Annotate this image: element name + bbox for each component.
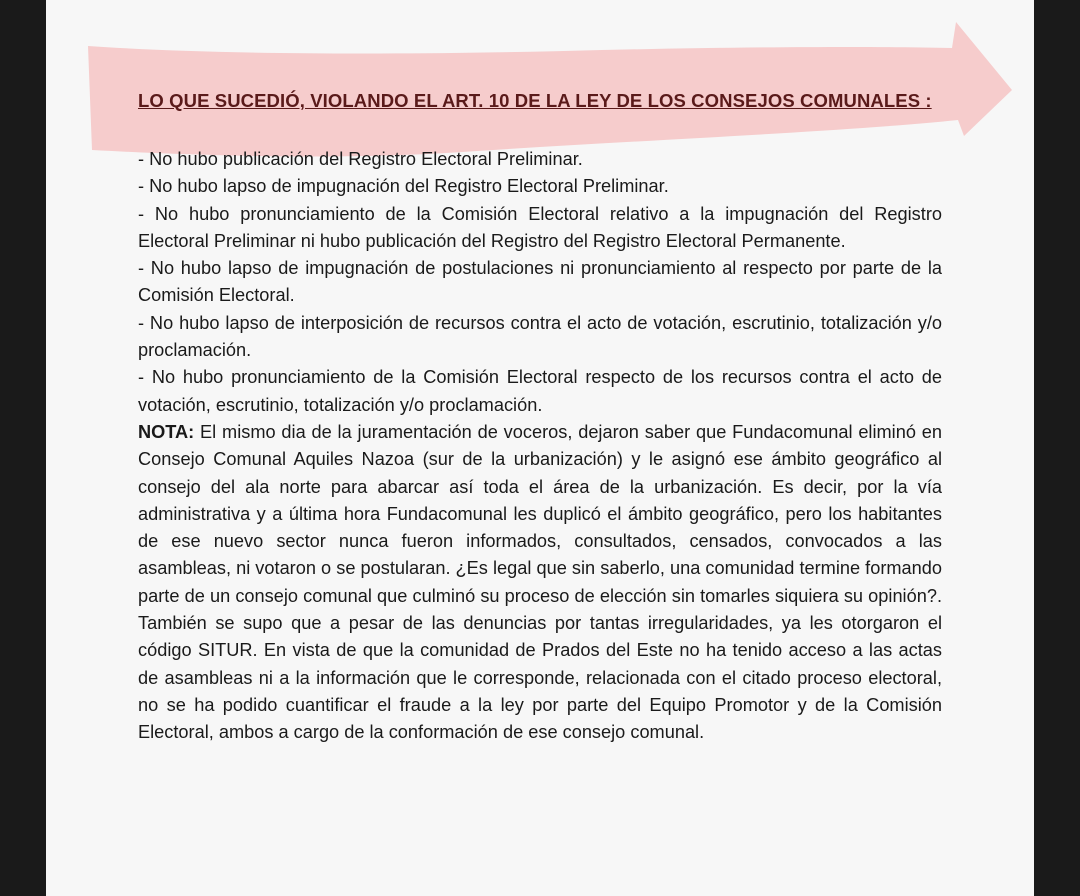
bullet-item-6: - No hubo pronunciamiento de la Comisión Electoral respecto de los recursos contra el acto de votación, escrutinio, totalización y/o proclamación.: [138, 367, 942, 415]
nota-label: NOTA:: [138, 421, 195, 442]
bullet-item-5: - No hubo lapso de interposición de recursos contra el acto de votación, escrutinio, totalización y/o proclamación.: [138, 312, 942, 361]
document-page: [46, 0, 1034, 896]
document-body: [138, 146, 942, 747]
nota-text: El mismo dia de la juramentación de voceros, dejaron saber que Fundacomunal eliminó en Consejo Comunal Aquiles Nazoa (sur de la urbanización) y le asignó ese ámbito geográfico al consejo del ala norte para abarcar así toda el área de la urbanización. Es decir, por la vía administrativa y a última hora Fundacomunal les duplicó el ámbito geográfico, pero los habitantes de ese nuevo sector nunca fueron informados, consultados, censados, convocados a las asambleas, ni votaron o se postularan. ¿Es legal que sin saberlo, una comunidad termine formando parte de un consejo comunal que culminó su proceso de elección sin tomarles siquiera su opinión?. También se supo que a pesar de las denuncias por tantas irregularidades, ya les otorgaron el código SITUR. En vista de que la comunidad de Prados del Este no ha tenido acceso a las actas de asambleas ni a la información que le corresponde, relacionada con el citado proceso electoral, no se ha podido cuantificar el fraude a la ley por parte del Equipo Promotor y de la Comisión Electoral, ambos a cargo de la conformación de ese consejo comunal.: [138, 421, 942, 743]
bullet-item-1: - No hubo publicación del Registro Electoral Preliminar.: [138, 149, 583, 169]
section-heading: LO QUE SUCEDIÓ, VIOLANDO EL ART. 10 DE LA LEY DE LOS CONSEJOS COMUNALES :: [138, 90, 932, 111]
nota-paragraph: [138, 419, 942, 747]
bullet-item-3: - No hubo pronunciamiento de la Comisión Electoral relativo a la impugnación del Registro Electoral Preliminar ni hubo publicación del Registro del Registro Electoral Permanente.: [138, 203, 942, 251]
bullet-item-2: - No hubo lapso de impugnación del Registro Electoral Preliminar.: [138, 176, 669, 197]
bullet-item-4: - No hubo lapso de impugnación de postulaciones ni pronunciamiento al respecto por parte de la Comisión Electoral.: [138, 258, 942, 306]
